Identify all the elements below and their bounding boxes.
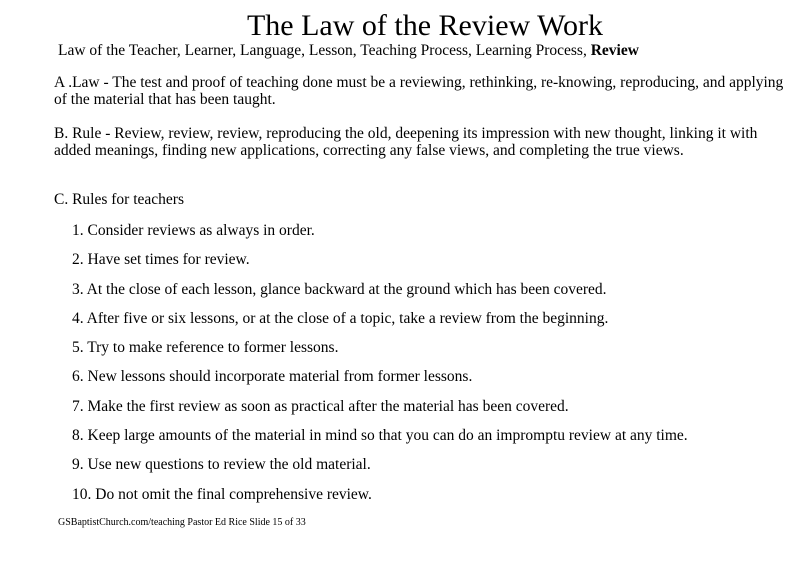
rule-item: 9. Use new questions to review the old material. (72, 456, 371, 474)
subtitle-laws-list (58, 41, 639, 61)
rule-item: 5. Try to make reference to former lessons. (72, 339, 339, 357)
rule-item: 8. Keep large amounts of the material in mind so that you can do an impromptu review at any time. (72, 427, 688, 445)
rule-item: 6. New lessons should incorporate material from former lessons. (72, 368, 473, 386)
rule-item: 1. Consider reviews as always in order. (72, 222, 315, 239)
rule-item: 2. Have set times for review. (72, 251, 250, 269)
rule-paragraph: B. Rule - Review, review, review, reproducing the old, deepening its impression with new thought, linking it with added meanings, finding new applications, correcting any false views, and completing the true views. (54, 125, 758, 159)
rules-heading: C. Rules for teachers (54, 191, 184, 208)
rule-item: 7. Make the first review as soon as practical after the material has been covered. (72, 397, 569, 415)
rule-item: 10. Do not omit the final comprehensive review. (72, 485, 372, 503)
rules-list (72, 222, 688, 515)
rule-item: 3. At the close of each lesson, glance backward at the ground which has been covered. (72, 280, 607, 298)
subtitle-current-law: Review (590, 42, 639, 59)
subtitle-laws-text: Law of the Teacher, Learner, Language, Lesson, Teaching Process, Learning Process, (58, 42, 591, 59)
slide-footer: GSBaptistChurch.com/teaching Pastor Ed Rice Slide 15 of 33 (58, 517, 306, 528)
rule-item: 4. After five or six lessons, or at the close of a topic, take a review from the beginning. (72, 309, 609, 327)
law-paragraph: A .Law - The test and proof of teaching done must be a reviewing, rethinking, re-knowing, reproducing, and applying of the material that has been taught. (54, 74, 784, 108)
slide-title: The Law of the Review Work (246, 9, 604, 42)
